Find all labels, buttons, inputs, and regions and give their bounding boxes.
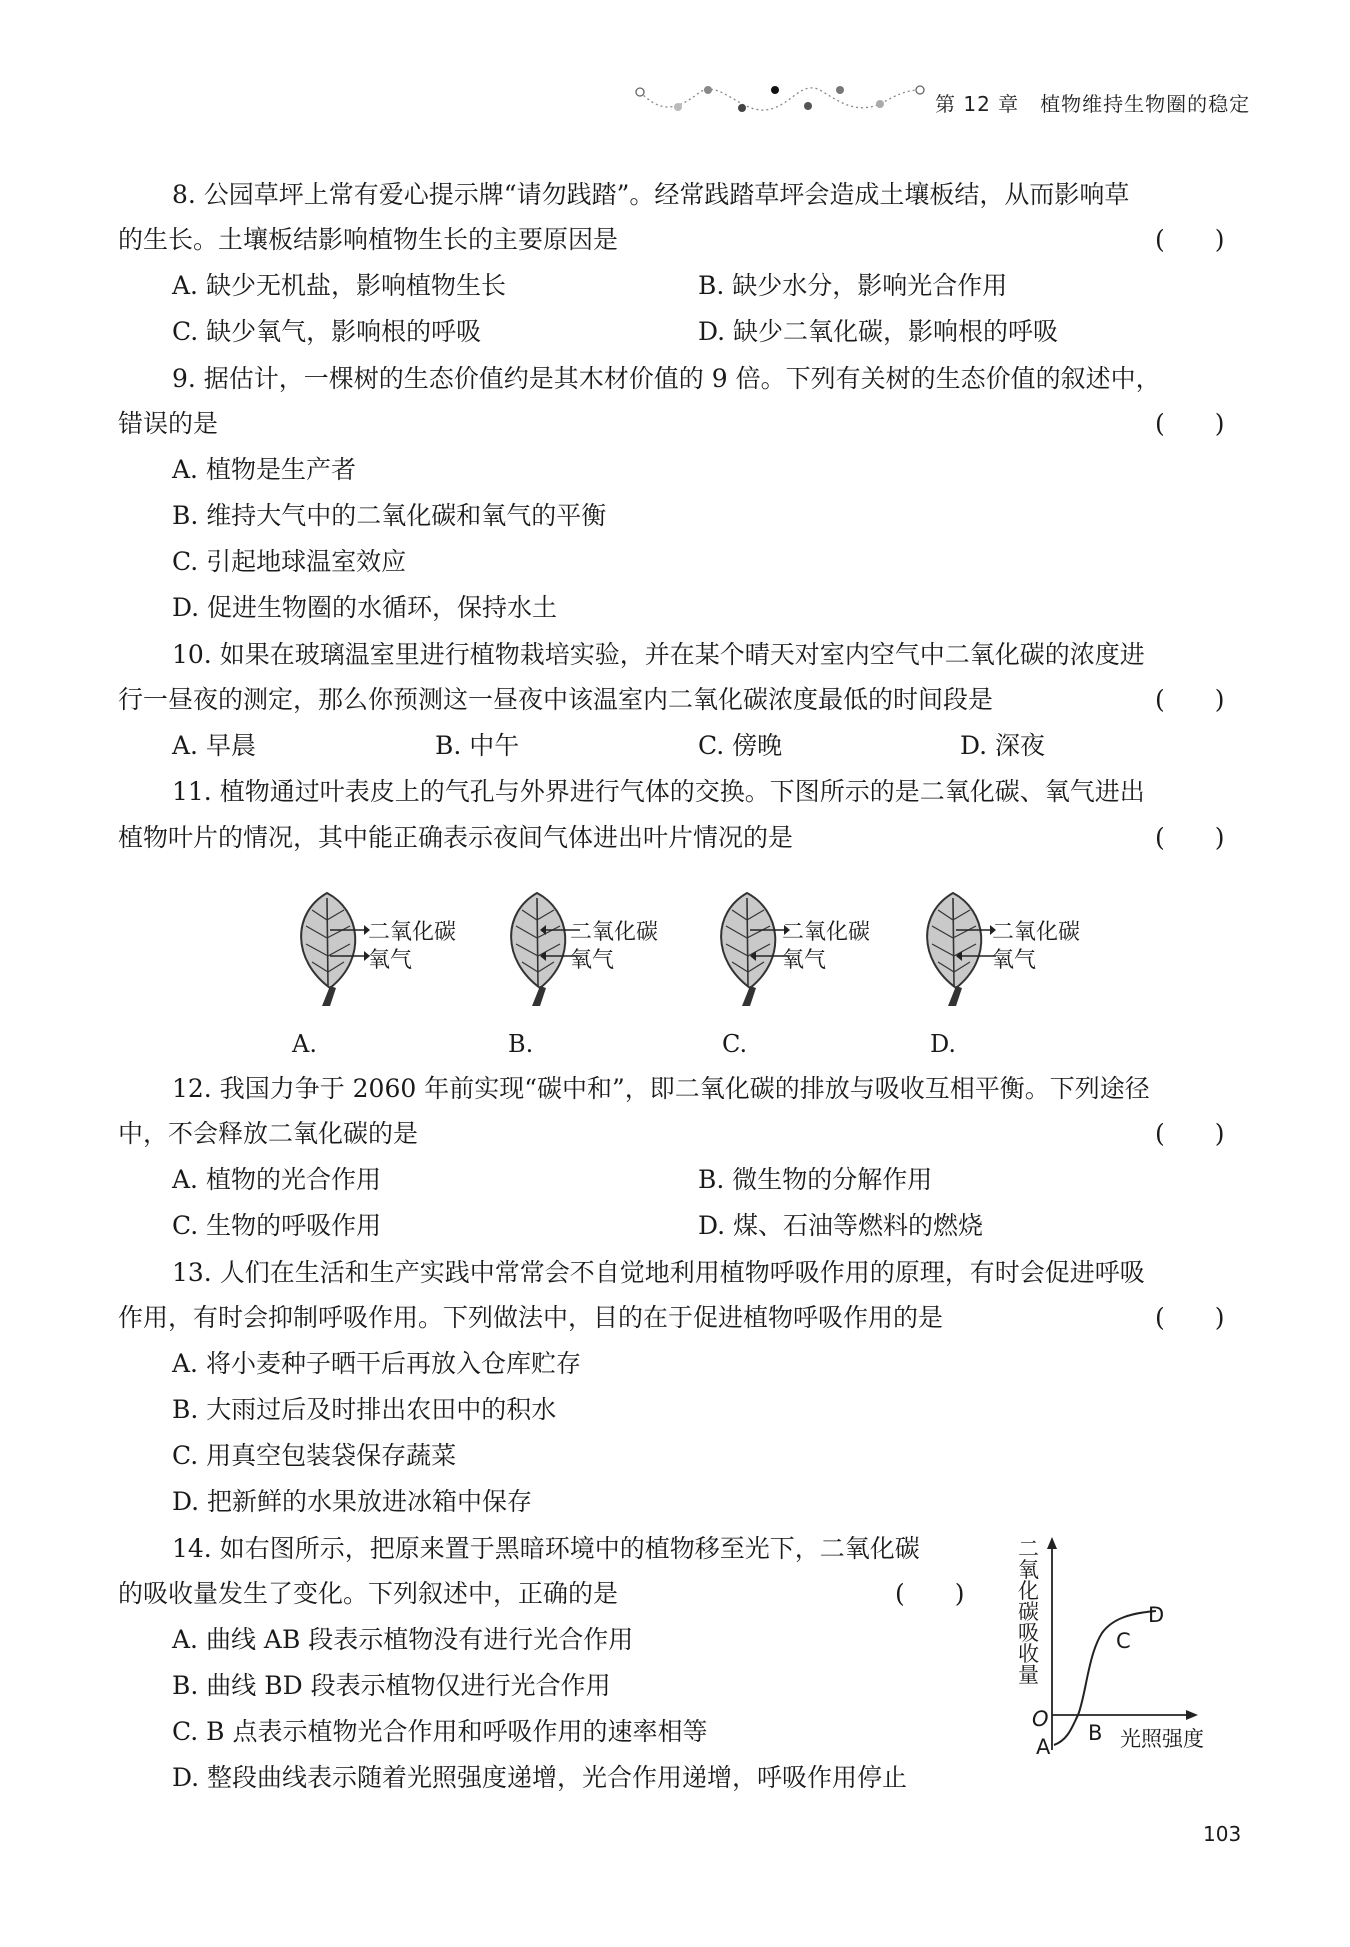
figure-option-b: B. [508,1030,534,1058]
q14-option-a: A. 曲线 AB 段表示植物没有进行光合作用 [172,1625,634,1654]
co2-label: 二氧化碳 [368,920,457,945]
answer-bracket: ( ) [1155,1303,1225,1332]
graph-origin-label: O [1032,1707,1049,1731]
q12-stem-cont: 中，不会释放二氧化碳的是 [118,1119,419,1148]
graph-point-a: A [1036,1735,1051,1759]
q13-stem-cont: 作用，有时会抑制呼吸作用。下列做法中，目的在于促进植物呼吸作用的是 [118,1303,944,1332]
q9-option-b: B. 维持大气中的二氧化碳和氧气的平衡 [172,501,607,530]
co2-label: 二氧化碳 [570,920,659,945]
q14-option-c: C. B 点表示植物光合作用和呼吸作用的速率相等 [172,1717,708,1746]
q12-stem: 12. 我国力争于 2060 年前实现“碳中和”，即二氧化碳的排放与吸收互相平衡。下列途径 [172,1074,1150,1103]
q10-stem-cont: 行一昼夜的测定，那么你预测这一昼夜中该温室内二氧化碳浓度最低的时间段是 [118,685,994,714]
q13-stem: 13. 人们在生活和生产实践中常常会不自觉地利用植物呼吸作用的原理，有时会促进呼吸 [172,1258,1145,1287]
q9-option-d: D. 促进生物圈的水循环，保持水土 [172,593,558,622]
graph-point-b: B [1088,1721,1103,1745]
answer-bracket: ( ) [1155,685,1225,714]
o2-label: 氧气 [782,948,827,973]
q8-option-b: B. 缺少水分，影响光合作用 [698,271,1008,300]
q12-option-b: B. 微生物的分解作用 [698,1165,933,1194]
q9-stem: 9. 据估计，一棵树的生态价值约是其木材价值的 9 倍。下列有关树的生态价值的叙述中， [172,364,1161,393]
q12-option-d: D. 煤、石油等燃料的燃烧 [698,1211,984,1240]
graph-x-label: 光照强度 [1120,1727,1204,1751]
q14-option-d: D. 整段曲线表示随着光照强度递增，光合作用递增，呼吸作用停止 [172,1763,908,1792]
q11-stem: 11. 植物通过叶表皮上的气孔与外界进行气体的交换。下图所示的是二氧化碳、氧气进出 [172,777,1145,806]
co2-label: 二氧化碳 [782,920,871,945]
chapter-title: 第 12 章 植物维持生物圈的稳定 [935,92,1251,116]
graph-point-d: D [1148,1603,1165,1627]
q8-option-c: C. 缺少氧气，影响根的呼吸 [172,317,482,346]
q13-option-d: D. 把新鲜的水果放进冰箱中保存 [172,1487,533,1516]
graph-y-label: 二氧化碳吸收量 [1018,1537,1039,1687]
answer-bracket: ( ) [1155,409,1225,438]
answer-bracket: ( ) [1155,823,1225,852]
q9-option-a: A. 植物是生产者 [172,455,356,484]
q11-stem-cont: 植物叶片的情况，其中能正确表示夜间气体进出叶片情况的是 [118,823,794,852]
leaf-a-arrows [330,920,370,970]
answer-bracket: ( ) [895,1579,965,1608]
q12-option-a: A. 植物的光合作用 [172,1165,381,1194]
o2-label: 氧气 [992,948,1037,973]
figure-option-a: A. [292,1030,317,1058]
q14-stem-cont: 的吸收量发生了变化。下列叙述中，正确的是 [118,1579,619,1608]
figure-option-d: D. [930,1030,957,1058]
co2-uptake-graph [1010,1535,1250,1765]
q14-stem: 14. 如右图所示，把原来置于黑暗环境中的植物移至光下，二氧化碳 [172,1534,920,1563]
figure-option-c: C. [722,1030,748,1058]
leaf-d-arrows [956,920,996,970]
q8-stem: 8. 公园草坪上常有爱心提示牌“请勿践踏”。经常践踏草坪会造成土壤板结，从而影响草 [172,180,1130,209]
co2-label: 二氧化碳 [992,920,1081,945]
header-decoration [630,82,930,122]
q10-stem: 10. 如果在玻璃温室里进行植物栽培实验，并在某个晴天对室内空气中二氧化碳的浓度进 [172,640,1145,669]
graph-point-c: C [1116,1629,1131,1653]
q9-stem-cont: 错误的是 [118,409,219,438]
q10-option-c: C. 傍晚 [698,731,783,760]
q12-option-c: C. 生物的呼吸作用 [172,1211,382,1240]
o2-label: 氧气 [570,948,615,973]
q10-option-a: A. 早晨 [172,731,256,760]
q10-option-b: B. 中午 [435,731,520,760]
q10-option-d: D. 深夜 [960,731,1046,760]
q14-option-b: B. 曲线 BD 段表示植物仅进行光合作用 [172,1671,611,1700]
q9-option-c: C. 引起地球温室效应 [172,547,407,576]
o2-label: 氧气 [368,948,413,973]
answer-bracket: ( ) [1155,225,1225,254]
q13-option-a: A. 将小麦种子晒干后再放入仓库贮存 [172,1349,581,1378]
q8-option-d: D. 缺少二氧化碳，影响根的呼吸 [698,317,1059,346]
page-number: 103 [1203,1822,1242,1846]
q8-option-a: A. 缺少无机盐，影响植物生长 [172,271,506,300]
q13-option-b: B. 大雨过后及时排出农田中的积水 [172,1395,557,1424]
q13-option-c: C. 用真空包装袋保存蔬菜 [172,1441,457,1470]
q8-stem-cont: 的生长。土壤板结影响植物生长的主要原因是 [118,225,619,254]
page-header [630,82,1250,122]
answer-bracket: ( ) [1155,1119,1225,1148]
